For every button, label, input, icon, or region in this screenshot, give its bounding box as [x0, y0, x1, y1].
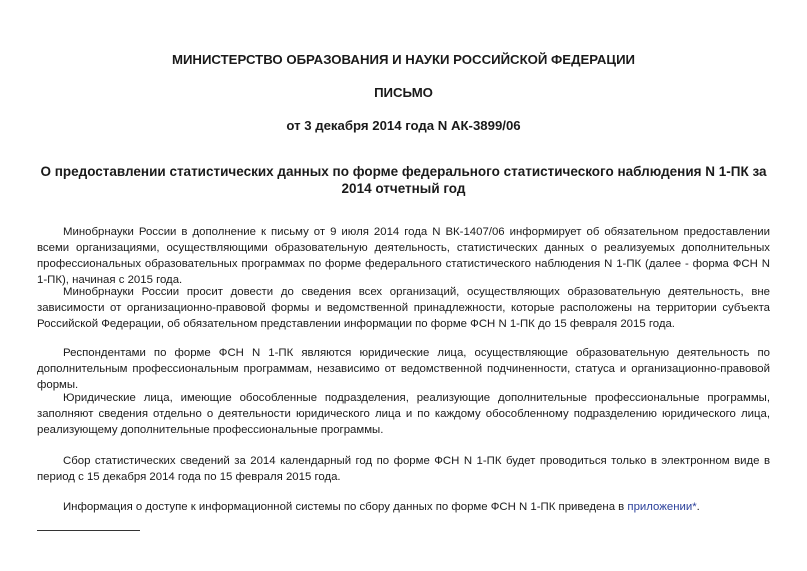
document-subject: О предоставлении статистических данных по форме федерального статистического наблюдения N 1-ПК за 2014 отчетный год	[40, 164, 767, 196]
footnote-mark[interactable]: *	[692, 501, 697, 513]
document-date-number: от 3 декабря 2014 года N АК-3899/06	[286, 118, 521, 133]
ministry-name: МИНИСТЕРСТВО ОБРАЗОВАНИЯ И НАУКИ РОССИЙСКОЙ ФЕДЕРАЦИИ	[171, 52, 636, 67]
paragraph-3: Респондентами по форме ФСН N 1-ПК являются юридические лица, осуществляющие образовательную деятельность по дополнительным профессиональным программам, независимо от ведомственной подчиненности, статуса и организационно-правовой формы.	[37, 347, 770, 391]
appendix-link[interactable]: приложении	[627, 501, 693, 513]
paragraph-6-end: .	[696, 501, 700, 513]
paragraph-2: Минобрнауки России просит довести до сведения всех организаций, осуществляющих образовательную деятельность, вне зависимости от организационно-правовой формы и ведомственной принадлежности, которые расположены на территории субъекта Российской Федерации, об обязательном представлении информации по форме ФСН N 1-ПК до 15 февраля 2015 года.	[37, 286, 770, 330]
paragraph-6	[37, 499, 770, 515]
footnote-divider	[37, 530, 140, 531]
paragraph-4: Юридические лица, имеющие обособленные подразделения, реализующие дополнительные профессиональные программы, заполняют сведения отдельно о деятельности юридического лица и по каждому обособленному подразделению юридического лица, реализующему дополнительные профессиональные программы.	[37, 392, 770, 436]
document-type: ПИСЬМО	[374, 85, 433, 100]
paragraph-1: Минобрнауки России в дополнение к письму от 9 июля 2014 года N ВК-1407/06 информирует об обязательном предоставлении всеми организациями, осуществляющими образовательную деятельность, статистических данных о реализуемых дополнительных профессиональных образовательных программах по форме федерального статистического наблюдения N 1-ПК (далее - форма ФСН N 1-ПК), начиная с 2015 года.	[37, 226, 770, 286]
paragraph-6-text: Информация о доступе к информационной системы по сбору данных по форме ФСН N 1-ПК приведена в	[63, 501, 628, 513]
paragraph-5: Сбор статистических сведений за 2014 календарный год по форме ФСН N 1-ПК будет проводиться только в электронном виде в период с 15 декабря 2014 года по 15 февраля 2015 года.	[37, 455, 770, 483]
